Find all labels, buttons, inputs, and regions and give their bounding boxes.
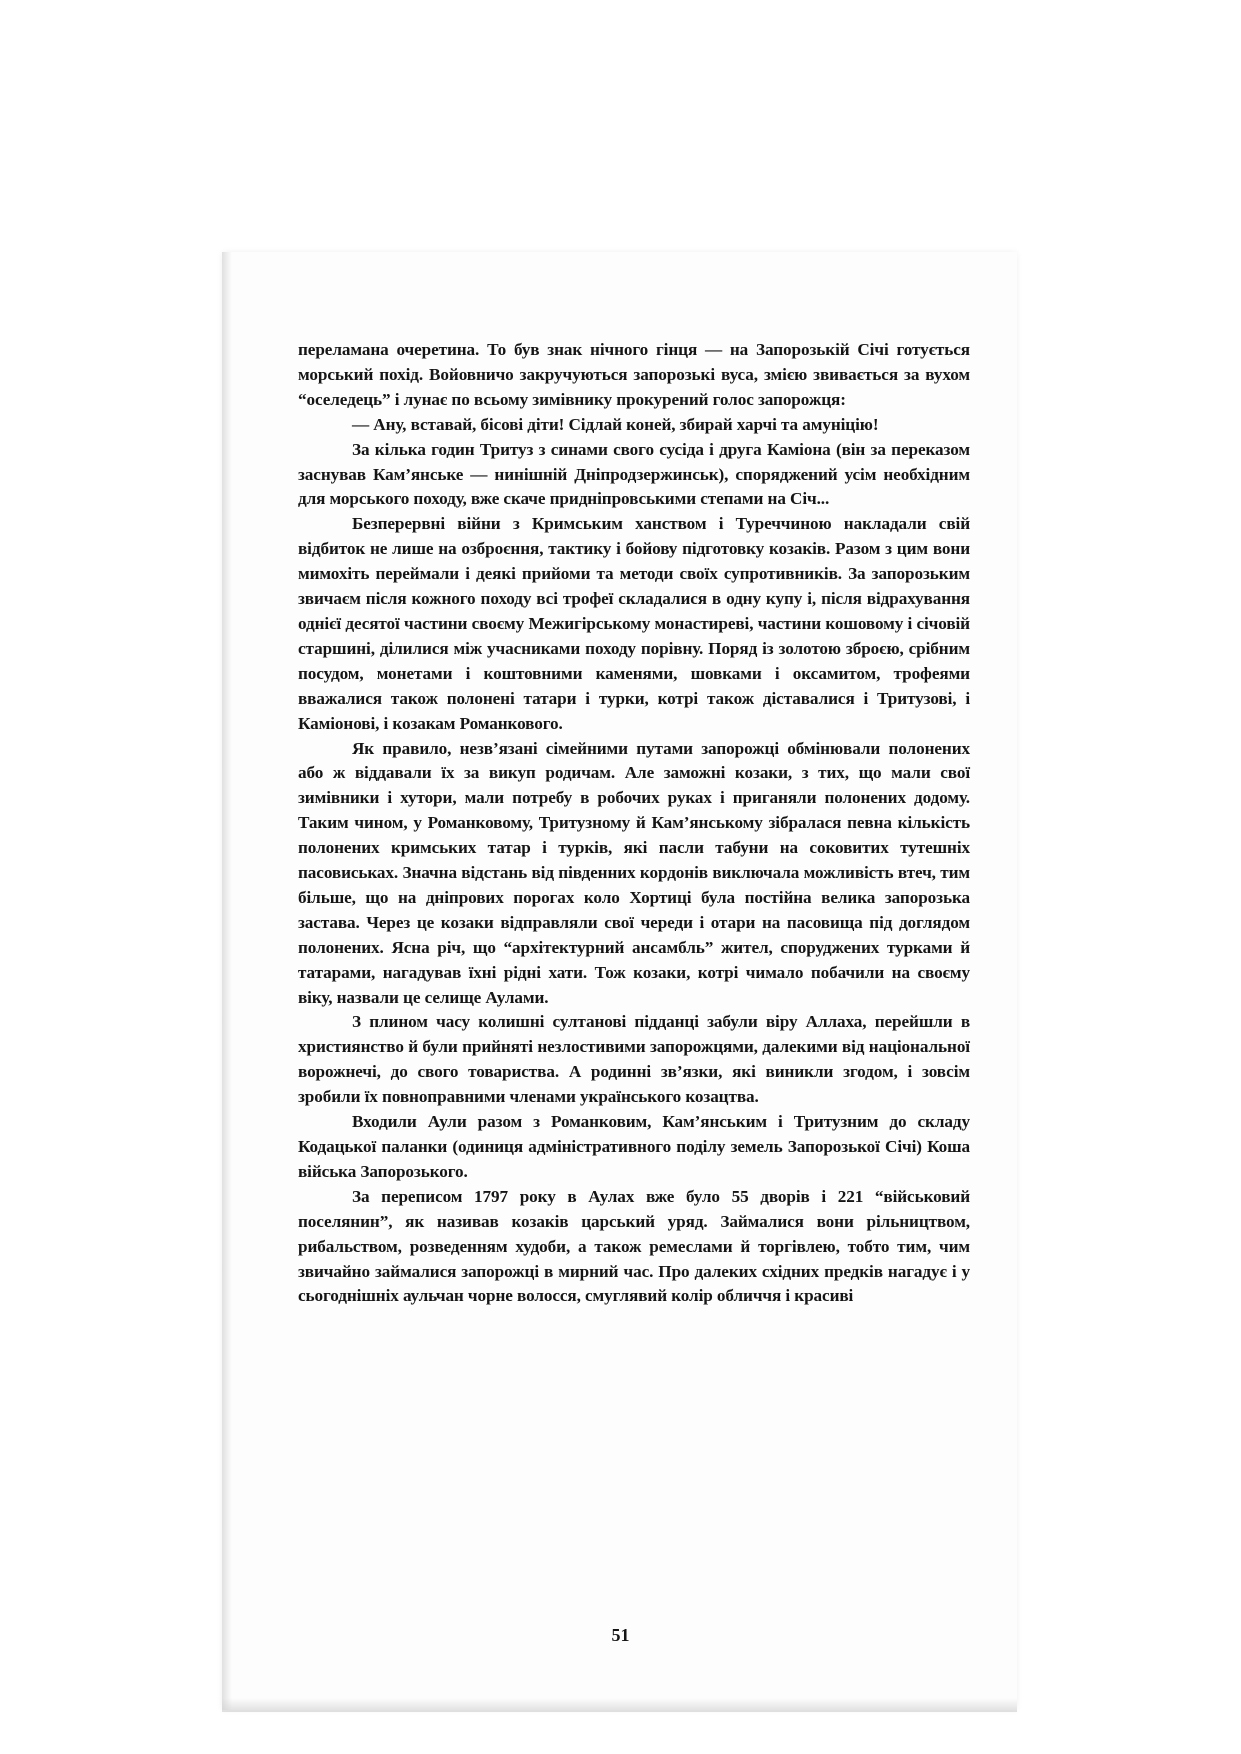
body-text	[298, 338, 970, 1309]
paragraph: За кілька годин Тритуз з синами свого сусіда і друга Каміона (він за переказом заснував Кам’янське — нинішній Дніпродзержинськ), споряджений усім необхідним для морського походу, вже скаче придніпровськими степами на Січ...	[298, 439, 970, 509]
paragraph: Як правило, незв’язані сімейними путами запорожці обмінювали полонених або ж віддавали їх за викуп родичам. Але заможні козаки, з тих, що мали свої зимівники і хутори, мали потребу в робочих руках і приганяли полонених додому. Таким чином, у Романковому, Тритузному й Кам’янському зібралася певна кількість полонених кримських татар і турків, які пасли табуни на соковитих тутешніх пасовиськах. Значна відстань від південних кордонів виключала можливість втеч, тим більше, що на дніпрових порогах коло Хортиці була постійна велика запорозька застава. Через це козаки відправляли свої череди і отари на пасовища під доглядом полонених. Ясна річ, що “архітектурний ансамбль” жител, споруджених турками й татарами, нагадував їхні рідні хати. Тож козаки, котрі чимало побачили на своєму віку, назвали це селище Аулами.	[298, 738, 970, 1007]
paragraph: Безперервні війни з Кримським ханством і Туреччиною накладали свій відбиток не лише на озброєння, тактику і бойову підготовку козаків. Разом з цим вони мимохіть переймали і деякі прийоми та методи своїх супротивників. За запорозьким звичаєм після кожного походу всі трофеї складалися в одну купу і, після відрахування однієї десятої частини своєму Межигірському монастиреві, частини кошовому і січовій старшині, ділилися між учасниками походу порівну. Поряд із золотою зброєю, срібним посудом, монетами і коштовними каменями, шовками і оксамитом, трофеями вважалися також полонені татари і турки, котрі також діставалися і Тритузові, і Каміонові, і козакам Романкового.	[298, 514, 970, 733]
paragraph: Входили Аули разом з Романковим, Кам’янським і Тритузним до складу Кодацької паланки (одиниця адміністративного поділу земель Запорозької Січі) Коша війська Запорозького.	[298, 1112, 970, 1181]
scan-bottom-shadow	[222, 1698, 1017, 1712]
paragraph-continuation: переламана очеретина. То був знак нічного гінця — на Запорозькій Січі готується морський похід. Войовничо закручуються запорозькі вуса, змією звивається за вухом “оселедець” і лунає по всьому зимівнику прокурений голос запорожця:	[298, 340, 970, 409]
paragraph: За переписом 1797 року в Аулах вже було 55 дворів і 221 “військовий поселянин”, як називав козаків царський уряд. Займалися вони рільництвом, рибальством, розведенням худоби, а також ремеслами й торгівлею, тобто тим, чим звичайно займалися запорожці в мирний час. Про далеких східних предків нагадує і у сьогоднішніх аульчан чорне волосся, смуглявий колір обличчя і красиві	[298, 1186, 970, 1306]
paragraph-dialogue: — Ану, вставай, бісові діти! Сідлай коней, збирай харчі та амуніцію!	[352, 414, 879, 434]
page-number: 51	[611, 1625, 630, 1645]
paragraph: З плином часу колишні султанові підданці забули віру Аллаха, перейшли в християнство й були прийняті незлостивими запорожцями, далекими від національної ворожнечі, до свого товариства. А родинні зв’язки, які виникли згодом, і зовсім зробили їх повноправними членами українського козацтва.	[298, 1012, 970, 1107]
scan-edge-shadow	[222, 252, 232, 1710]
